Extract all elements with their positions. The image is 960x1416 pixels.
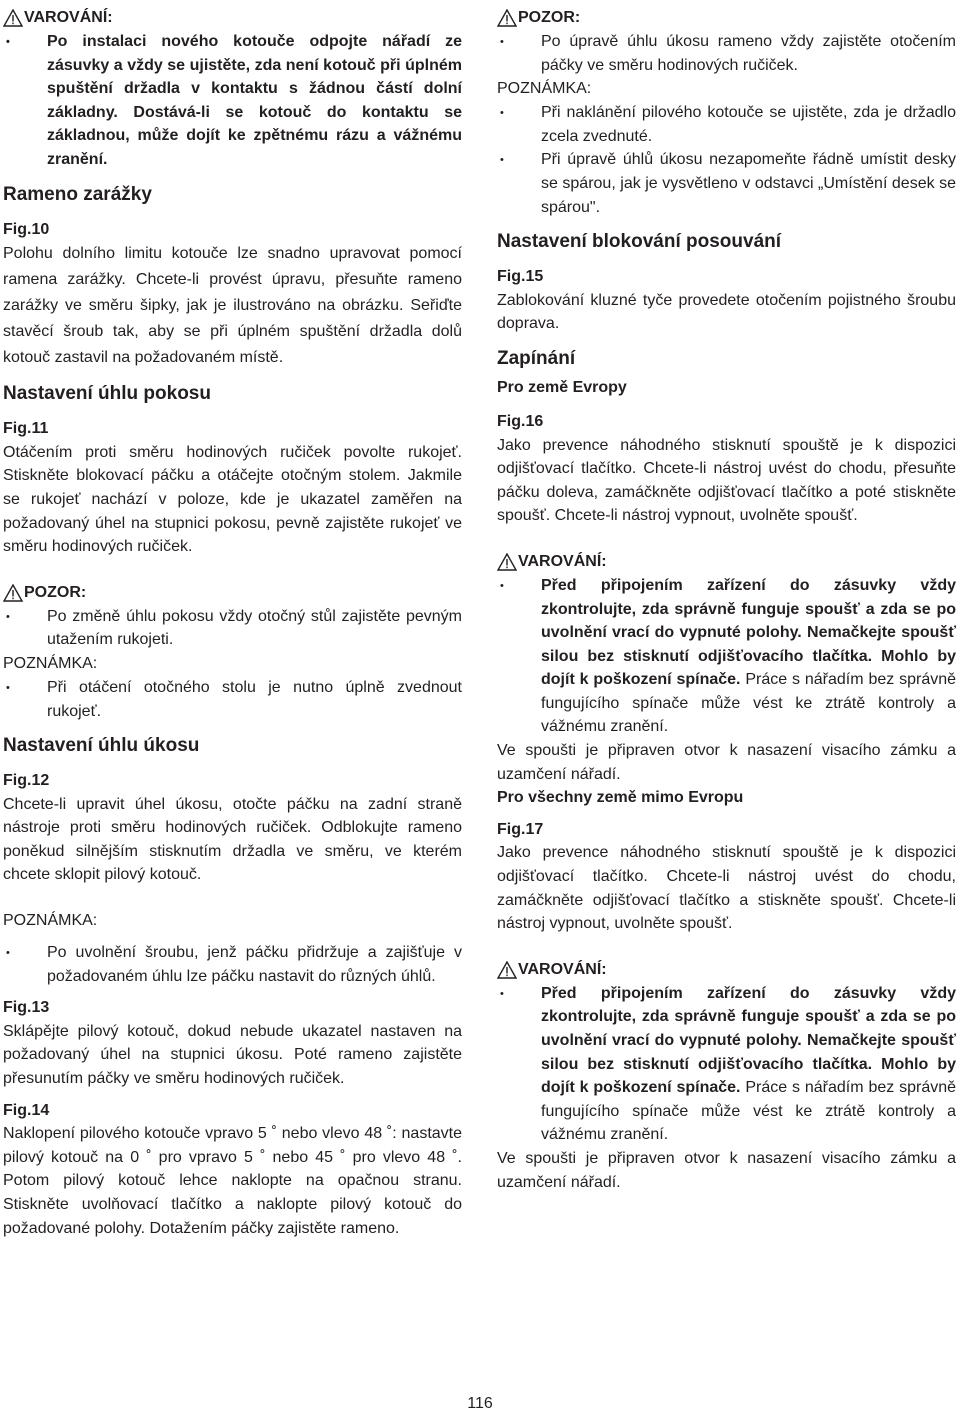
subheading: Pro všechny země mimo Evropu [497,789,744,807]
paragraph: Chcete-li upravit úhel úkosu, otočte páčku na zadní straně nástroje proti směru hodinových ručiček. Odblokujte rameno poněkud silnějším stisknutím držadla ve směru, ve kterém chcete sklopit pilový kotouč. [3,795,462,884]
fig-label: Fig.17 [497,820,544,838]
caution-bullet: • Po úpravě úhlu úkosu rameno vždy zajistěte otočením páčky ve směru hodinových ručiček. [497,30,956,77]
section-heading-posouvani: Nastavení blokování posouvání [497,231,782,253]
warning-triangle-icon [497,553,517,571]
warning-triangle-icon [3,9,23,27]
section-heading-rameno: Rameno zarážky [3,183,152,205]
warning-triangle-icon [3,584,23,602]
fig-label: Fig.10 [3,220,50,238]
section-heading-ukos: Nastavení úhlu úkosu [3,735,200,757]
fig-label: Fig.16 [497,412,544,430]
paragraph: Ve spoušti je připraven otvor k nasazení visacího zámku a uzamčení nářadí. [497,742,956,783]
warning-triangle-icon [497,961,517,979]
warning-heading: VAROVÁNÍ: [3,6,462,30]
warning-heading: VAROVÁNÍ: [497,550,956,574]
caution-heading: POZOR: [3,581,462,605]
note-bullet: • Při naklánění pilového kotouče se ujistěte, zda je držadlo zcela zvednuté. [497,101,956,148]
page-number: 116 [467,1395,493,1412]
note-heading: POZNÁMKA: [3,654,98,672]
caution-heading: POZOR: [497,6,956,30]
section-heading-zapinani: Zapínání [497,347,576,369]
note-heading: POZNÁMKA: [3,912,98,930]
fig-label: Fig.15 [497,268,544,286]
paragraph: Sklápějte pilový kotouč, dokud nebude ukazatel nastaven na požadovaný úhel na stupnici úkosu. Poté rameno zajistěte přesunutím páčky ve směru hodinových ručiček. [3,1022,462,1088]
note-bullet: • Při úpravě úhlů úkosu nezapomeňte řádně umístit desky se spárou, jak je vysvětleno v odstavci „Umístění desek se spárou". [497,148,956,219]
right-column [497,6,956,1194]
fig-label: Fig.13 [3,999,50,1017]
paragraph: Ve spoušti je připraven otvor k nasazení visacího zámku a uzamčení nářadí. [497,1149,956,1191]
paragraph: Jako prevence náhodného stisknutí spouště je k dispozici odjišťovací tlačítko. Chcete-li nástroj uvést do chodu, zamáčkněte odjišťovací tlačítko a stiskněte spoušť. Chcete-li nástroj vypnout, uvolněte spoušť. [497,844,956,933]
paragraph: Zablokování kluzné tyče provedete otočením pojistného šroubu doprava. [497,291,956,333]
warning-bullet: • Před připojením zařízení do zásuvky vždy zkontrolujte, zda správně funguje spoušť a zda se po uvolnění vrací do vypnuté polohy. Nemačkejte spoušť silou bez stisknutí odjišťovacího tlačítka. Mohlo by dojít k poškození spínače. Práce s nářadím bez správně fungujícího spínače může vést ke ztrátě kontroly a vážnému zranění. [497,982,956,1147]
subheading: Pro země Evropy [497,378,627,396]
warning-triangle-icon [497,9,517,27]
note-bullet: • Po uvolnění šroubu, jenž páčku přidržuje a zajišťuje v požadovaném úhlu lze páčku nastavit do různých úhlů. [3,941,462,988]
warning-heading: VAROVÁNÍ: [497,958,956,982]
section-heading-pokos: Nastavení úhlu pokosu [3,383,211,405]
paragraph: Polohu dolního limitu kotouče lze snadno upravovat pomocí ramena zarážky. Chcete-li provést úpravu, přesuňte rameno zarážky ve směru šipky, jak je ilustrováno na obrázku. Seřiďte stavěcí šroub tak, aby se při úplném spuštění držadla dolů kotouč zastavil na požadovaném místě. [3,245,462,367]
note-heading: POZNÁMKA: [497,80,592,98]
fig-label: Fig.14 [3,1101,50,1119]
paragraph: Otáčením proti směru hodinových ručiček povolte rukojeť. Stiskněte blokovací páčku a otáčejte otočným stolem. Jakmile se rukojeť nachází v poloze, kde je ukazatel zaměřen na požadovaný úhel na stupnici pokosu, pevně zajistěte rukojeť ve směru hodinových ručiček. [3,443,462,556]
fig-label: Fig.11 [3,420,49,438]
caution-bullet: • Po změně úhlu pokosu vždy otočný stůl zajistěte pevným utažením rukojeti. [3,605,462,652]
warning-bullet: • Před připojením zařízení do zásuvky vždy zkontrolujte, zda správně funguje spoušť a zda se po uvolnění vrací do vypnuté polohy. Nemačkejte spoušť silou bez stisknutí odjišťovacího tlačítka. Mohlo by dojít k poškození spínače. Práce s nářadím bez správně fungujícího spínače může vést ke ztrátě kontroly a vážnému zranění. [497,574,956,739]
note-bullet: • Při otáčení otočného stolu je nutno úplně zvednout rukojeť. [3,676,462,723]
paragraph: Naklopení pilového kotouče vpravo 5 ˚ nebo vlevo 48 ˚: nastavte pilový kotouč na 0 ˚ pro vpravo 5 ˚ nebo 45 ˚ pro vlevo 48 ˚. Potom pilový kotouč lehce naklopte na opačnou stranu. Stiskněte uvolňovací tlačítko a naklopte pilový kotouč do požadované polohy. Dotažením páčky zajistěte rameno. [3,1125,462,1237]
left-column [3,6,462,1240]
warning-bullet: • Po instalaci nového kotouče odpojte nářadí ze zásuvky a vždy se ujistěte, zda není kotouč při úplném spuštění držadla v kontaktu s žádnou částí dolní základny. Dostává-li se kotouč do kontaktu se základnou, může dojít ke zpětnému rázu a vážnému zranění. [3,30,462,172]
paragraph: Jako prevence náhodného stisknutí spouště je k dispozici odjišťovací tlačítko. Chcete-li nástroj uvést do chodu, přesuňte páčku doleva, zamáčkněte odjišťovací tlačítko a poté stiskněte spoušť. Chcete-li nástroj vypnout, uvolněte spoušť. [497,436,956,525]
fig-label: Fig.12 [3,772,50,790]
